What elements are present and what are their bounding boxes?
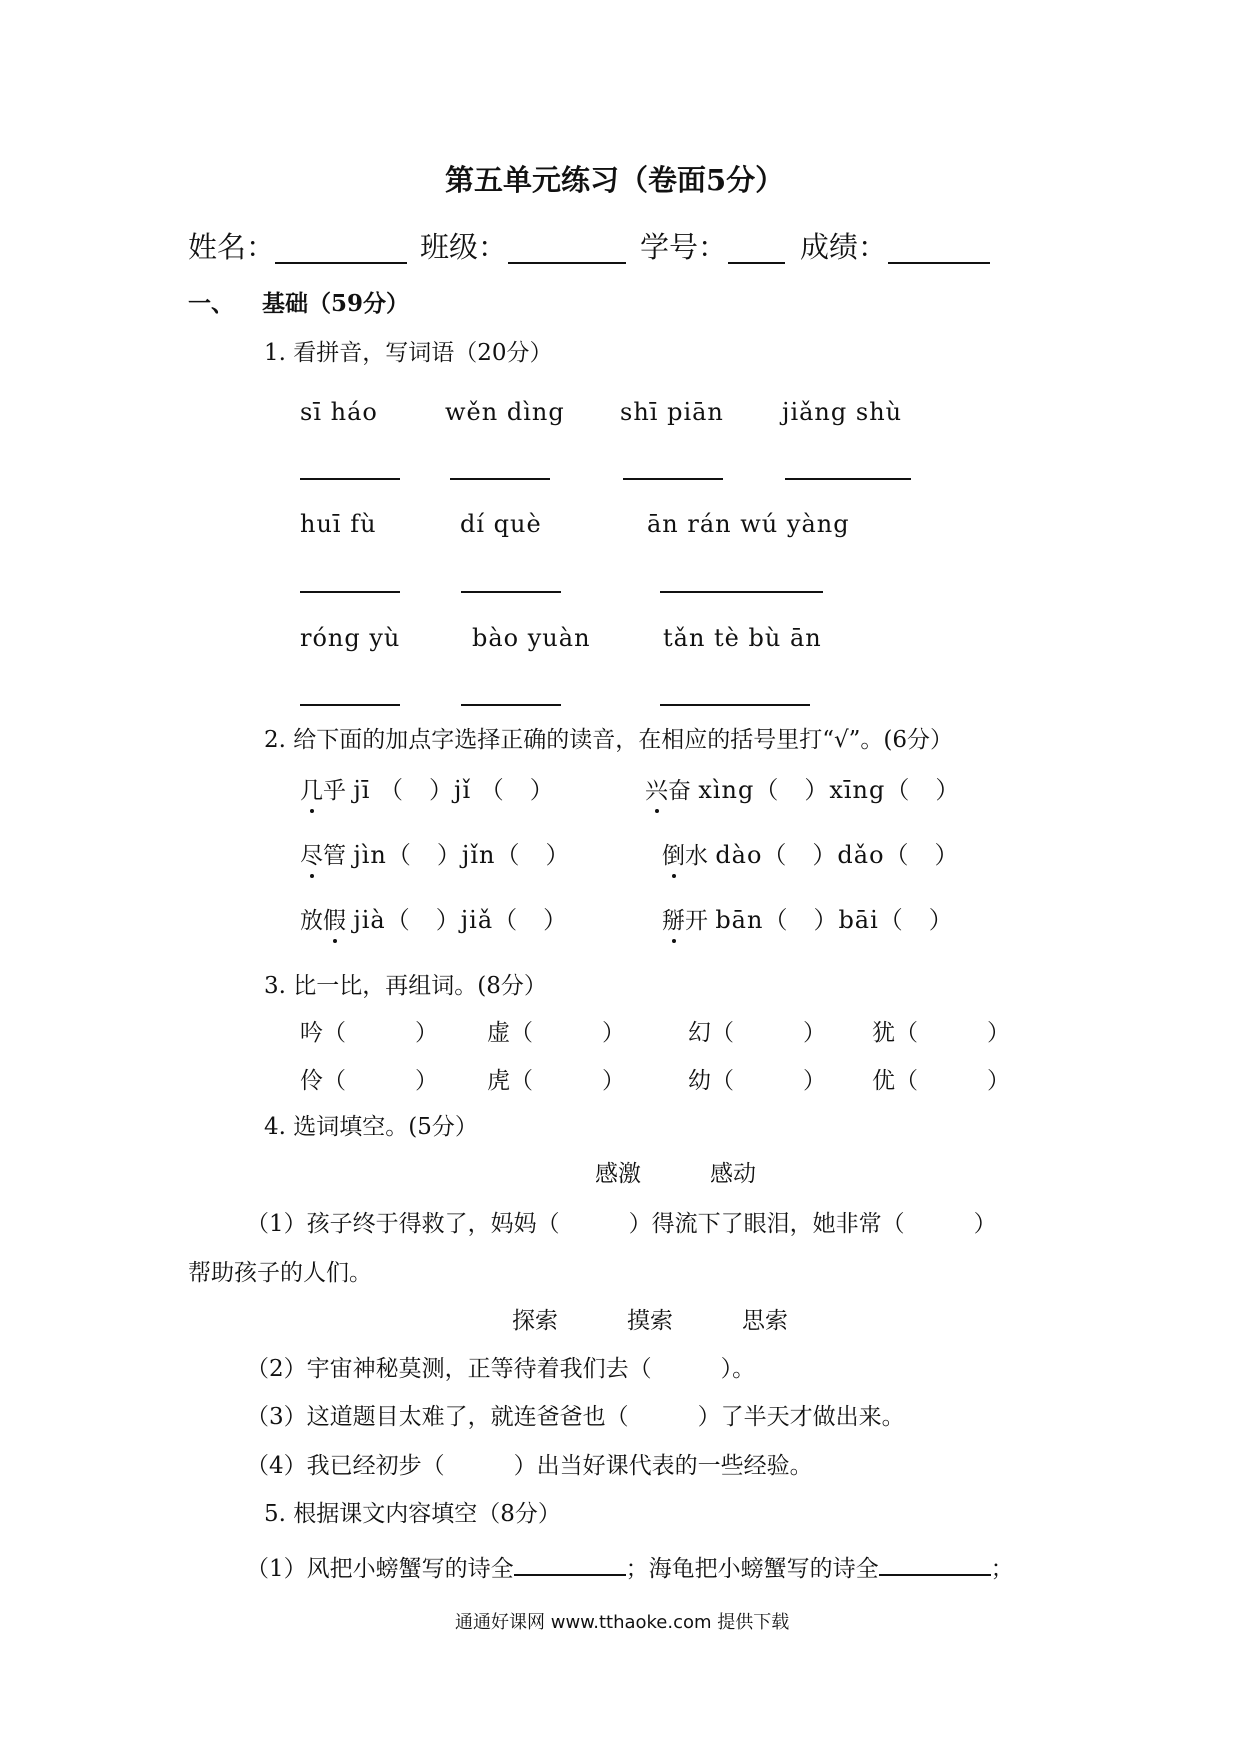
name-label: 姓名： [188, 230, 276, 264]
dotted-char: 尽 [300, 843, 323, 869]
answer-blank[interactable] [461, 704, 561, 706]
section-number: 一、 [188, 290, 234, 317]
sentence-1-cont: 帮助孩子的人们。 [188, 1260, 372, 1286]
compare-item: 虎（ ） [487, 1068, 625, 1094]
number-label: 学号： [640, 230, 728, 264]
answer-blank[interactable] [623, 478, 723, 480]
q3-heading: 3. 比一比，再组词。(8分） [264, 973, 547, 999]
compare-item: 优（ ） [872, 1068, 1010, 1094]
q5-text-a: （1）风把小螃蟹写的诗全 [246, 1556, 514, 1582]
pronunciation-item [645, 778, 960, 803]
section-heading: 基础（59分） [262, 290, 410, 317]
pinyin-options: jìn（ ）jǐn（ ） [353, 841, 571, 869]
pinyin-item: róng yù [300, 624, 401, 652]
q1-heading: 1. 看拼音，写词语（20分） [264, 340, 553, 366]
class-label: 班级： [420, 230, 508, 264]
word-rest: 放 [300, 908, 323, 934]
pinyin-item: tǎn tè bù ān [663, 624, 822, 652]
answer-blank[interactable] [461, 591, 561, 593]
page-title: 第五单元练习（卷面5分） [445, 163, 785, 197]
q2-heading: 2. 给下面的加点字选择正确的读音，在相应的括号里打“√”。(6分） [264, 727, 954, 753]
compare-item: 幻（ ） [688, 1020, 826, 1046]
answer-blank[interactable] [785, 478, 911, 480]
word-choices: 探索 摸索 思索 [512, 1308, 788, 1334]
pronunciation-item [662, 843, 960, 868]
word-rest: 管 [323, 843, 346, 869]
pinyin-item: ān rán wú yàng [647, 510, 850, 538]
score-label: 成绩： [800, 230, 888, 264]
sentence-4: （4）我已经初步（ ）出当好课代表的一些经验。 [246, 1453, 813, 1479]
pinyin-item: huī fù [300, 510, 377, 538]
answer-blank[interactable] [300, 704, 400, 706]
dotted-char: 倒 [662, 843, 685, 869]
answer-blank[interactable] [300, 478, 400, 480]
pronunciation-item [300, 843, 570, 868]
score-blank[interactable] [888, 262, 990, 264]
compare-item: 犹（ ） [872, 1020, 1010, 1046]
pronunciation-item [300, 778, 555, 803]
dotted-char: 掰 [662, 908, 685, 934]
word-rest: 乎 [323, 778, 346, 804]
sentence-1: （1）孩子终于得救了，妈妈（ ）得流下了眼泪，她非常（ ） [246, 1211, 997, 1237]
sentence-2: （2）宇宙神秘莫测，正等待着我们去（ ）。 [246, 1356, 756, 1382]
q4-heading: 4. 选词填空。(5分） [264, 1114, 478, 1140]
pinyin-item: shī piān [620, 398, 724, 426]
word-rest: 开 [685, 908, 708, 934]
q5-text-end: ； [990, 1556, 1014, 1582]
compare-item: 虚（ ） [487, 1020, 625, 1046]
dotted-char: 假 [323, 908, 346, 934]
number-blank[interactable] [728, 262, 785, 264]
word-rest: 奋 [668, 778, 691, 804]
answer-blank[interactable] [450, 478, 550, 480]
sentence-3: （3）这道题目太难了，就连爸爸也（ ）了半天才做出来。 [246, 1404, 905, 1430]
q5-text-b: ；海龟把小螃蟹写的诗全 [625, 1556, 879, 1582]
compare-item: 幼（ ） [688, 1068, 826, 1094]
word-rest: 水 [685, 843, 708, 869]
dotted-char: 几 [300, 778, 323, 804]
pinyin-item: bào yuàn [472, 624, 591, 652]
page-footer: 通通好课网 www.tthaoke.com 提供下载 [455, 1612, 790, 1633]
pinyin-item: jiǎng shù [782, 398, 903, 426]
compare-item: 伶（ ） [300, 1068, 438, 1094]
class-blank[interactable] [508, 262, 626, 264]
pronunciation-item [300, 908, 568, 933]
pinyin-options: xìng（ ）xīng（ ） [698, 776, 961, 804]
pinyin-options: jià（ ）jiǎ（ ） [353, 906, 569, 934]
answer-blank[interactable] [514, 1552, 626, 1576]
pinyin-item: dí què [460, 510, 542, 538]
pinyin-options: dào（ ）dǎo（ ） [715, 841, 960, 869]
pinyin-item: sī háo [300, 398, 378, 426]
answer-blank[interactable] [660, 591, 823, 593]
pinyin-item: wěn dìng [445, 398, 565, 426]
name-blank[interactable] [275, 262, 407, 264]
pinyin-options: bān（ ）bāi（ ） [715, 906, 954, 934]
word-choices: 感激 感动 [595, 1161, 756, 1187]
answer-blank[interactable] [660, 704, 810, 706]
dotted-char: 兴 [645, 778, 668, 804]
pronunciation-item [662, 908, 954, 933]
pinyin-options: jī （ ）jǐ （ ） [353, 776, 555, 804]
q5-sentence-1 [246, 1552, 1014, 1581]
compare-item: 吟（ ） [300, 1020, 438, 1046]
q5-heading: 5. 根据课文内容填空（8分） [264, 1501, 561, 1527]
answer-blank[interactable] [879, 1552, 991, 1576]
answer-blank[interactable] [300, 591, 400, 593]
